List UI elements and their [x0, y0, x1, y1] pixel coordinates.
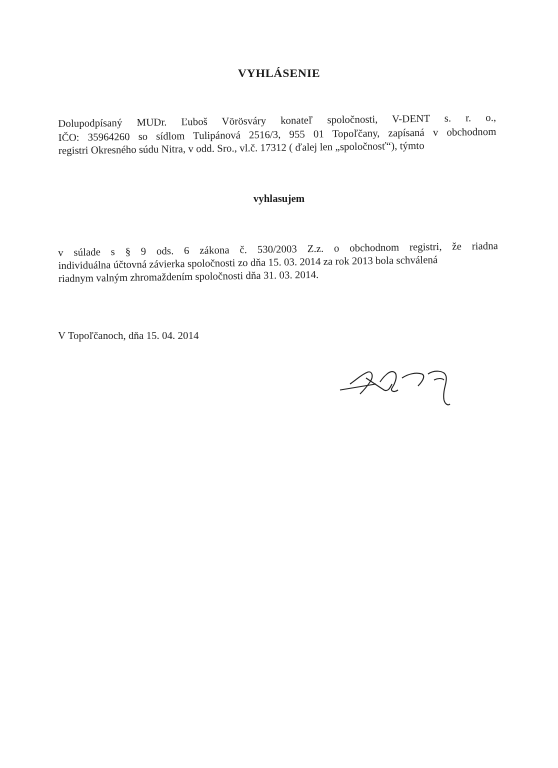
body-line-2: individuálna účtovná závierka spoločnosti zo dňa 15. 03. 2014 za rok 2013 bola schválená [58, 255, 438, 272]
intro-line-2: IČO: 35964260 so sídlom Tulipánová 2516/3, 955 01 Topoľčany, zapísaná v obchodnom [58, 126, 497, 144]
declaration-word: vyhlasujem [253, 194, 305, 205]
declaration-body [58, 240, 499, 286]
intro-line-3: registri Okresného súdu Nitra, v odd. Sro., vl.č. 17312 ( ďalej len „spoločnosť“), týmto [58, 140, 425, 157]
intro-line-1: Dolupodpísaný MUDr. Ľuboš Vörösváry konateľ spoločnosti, V-DENT s. r. o., [58, 112, 497, 130]
body-line-3: riadnym valným zhromaždením spoločnosti dňa 31. 03. 2014. [58, 269, 319, 285]
document-title: VYHLÁSENIE [237, 66, 321, 80]
body-line-1: v súlade s § 9 ods. 6 zákona č. 530/2003 Z.z. o obchodnom registri, že riadna [58, 241, 499, 259]
place-and-date: V Topoľčanoch, dňa 15. 04. 2014 [58, 331, 199, 342]
intro-paragraph [58, 112, 497, 159]
handwritten-signature [338, 360, 478, 410]
